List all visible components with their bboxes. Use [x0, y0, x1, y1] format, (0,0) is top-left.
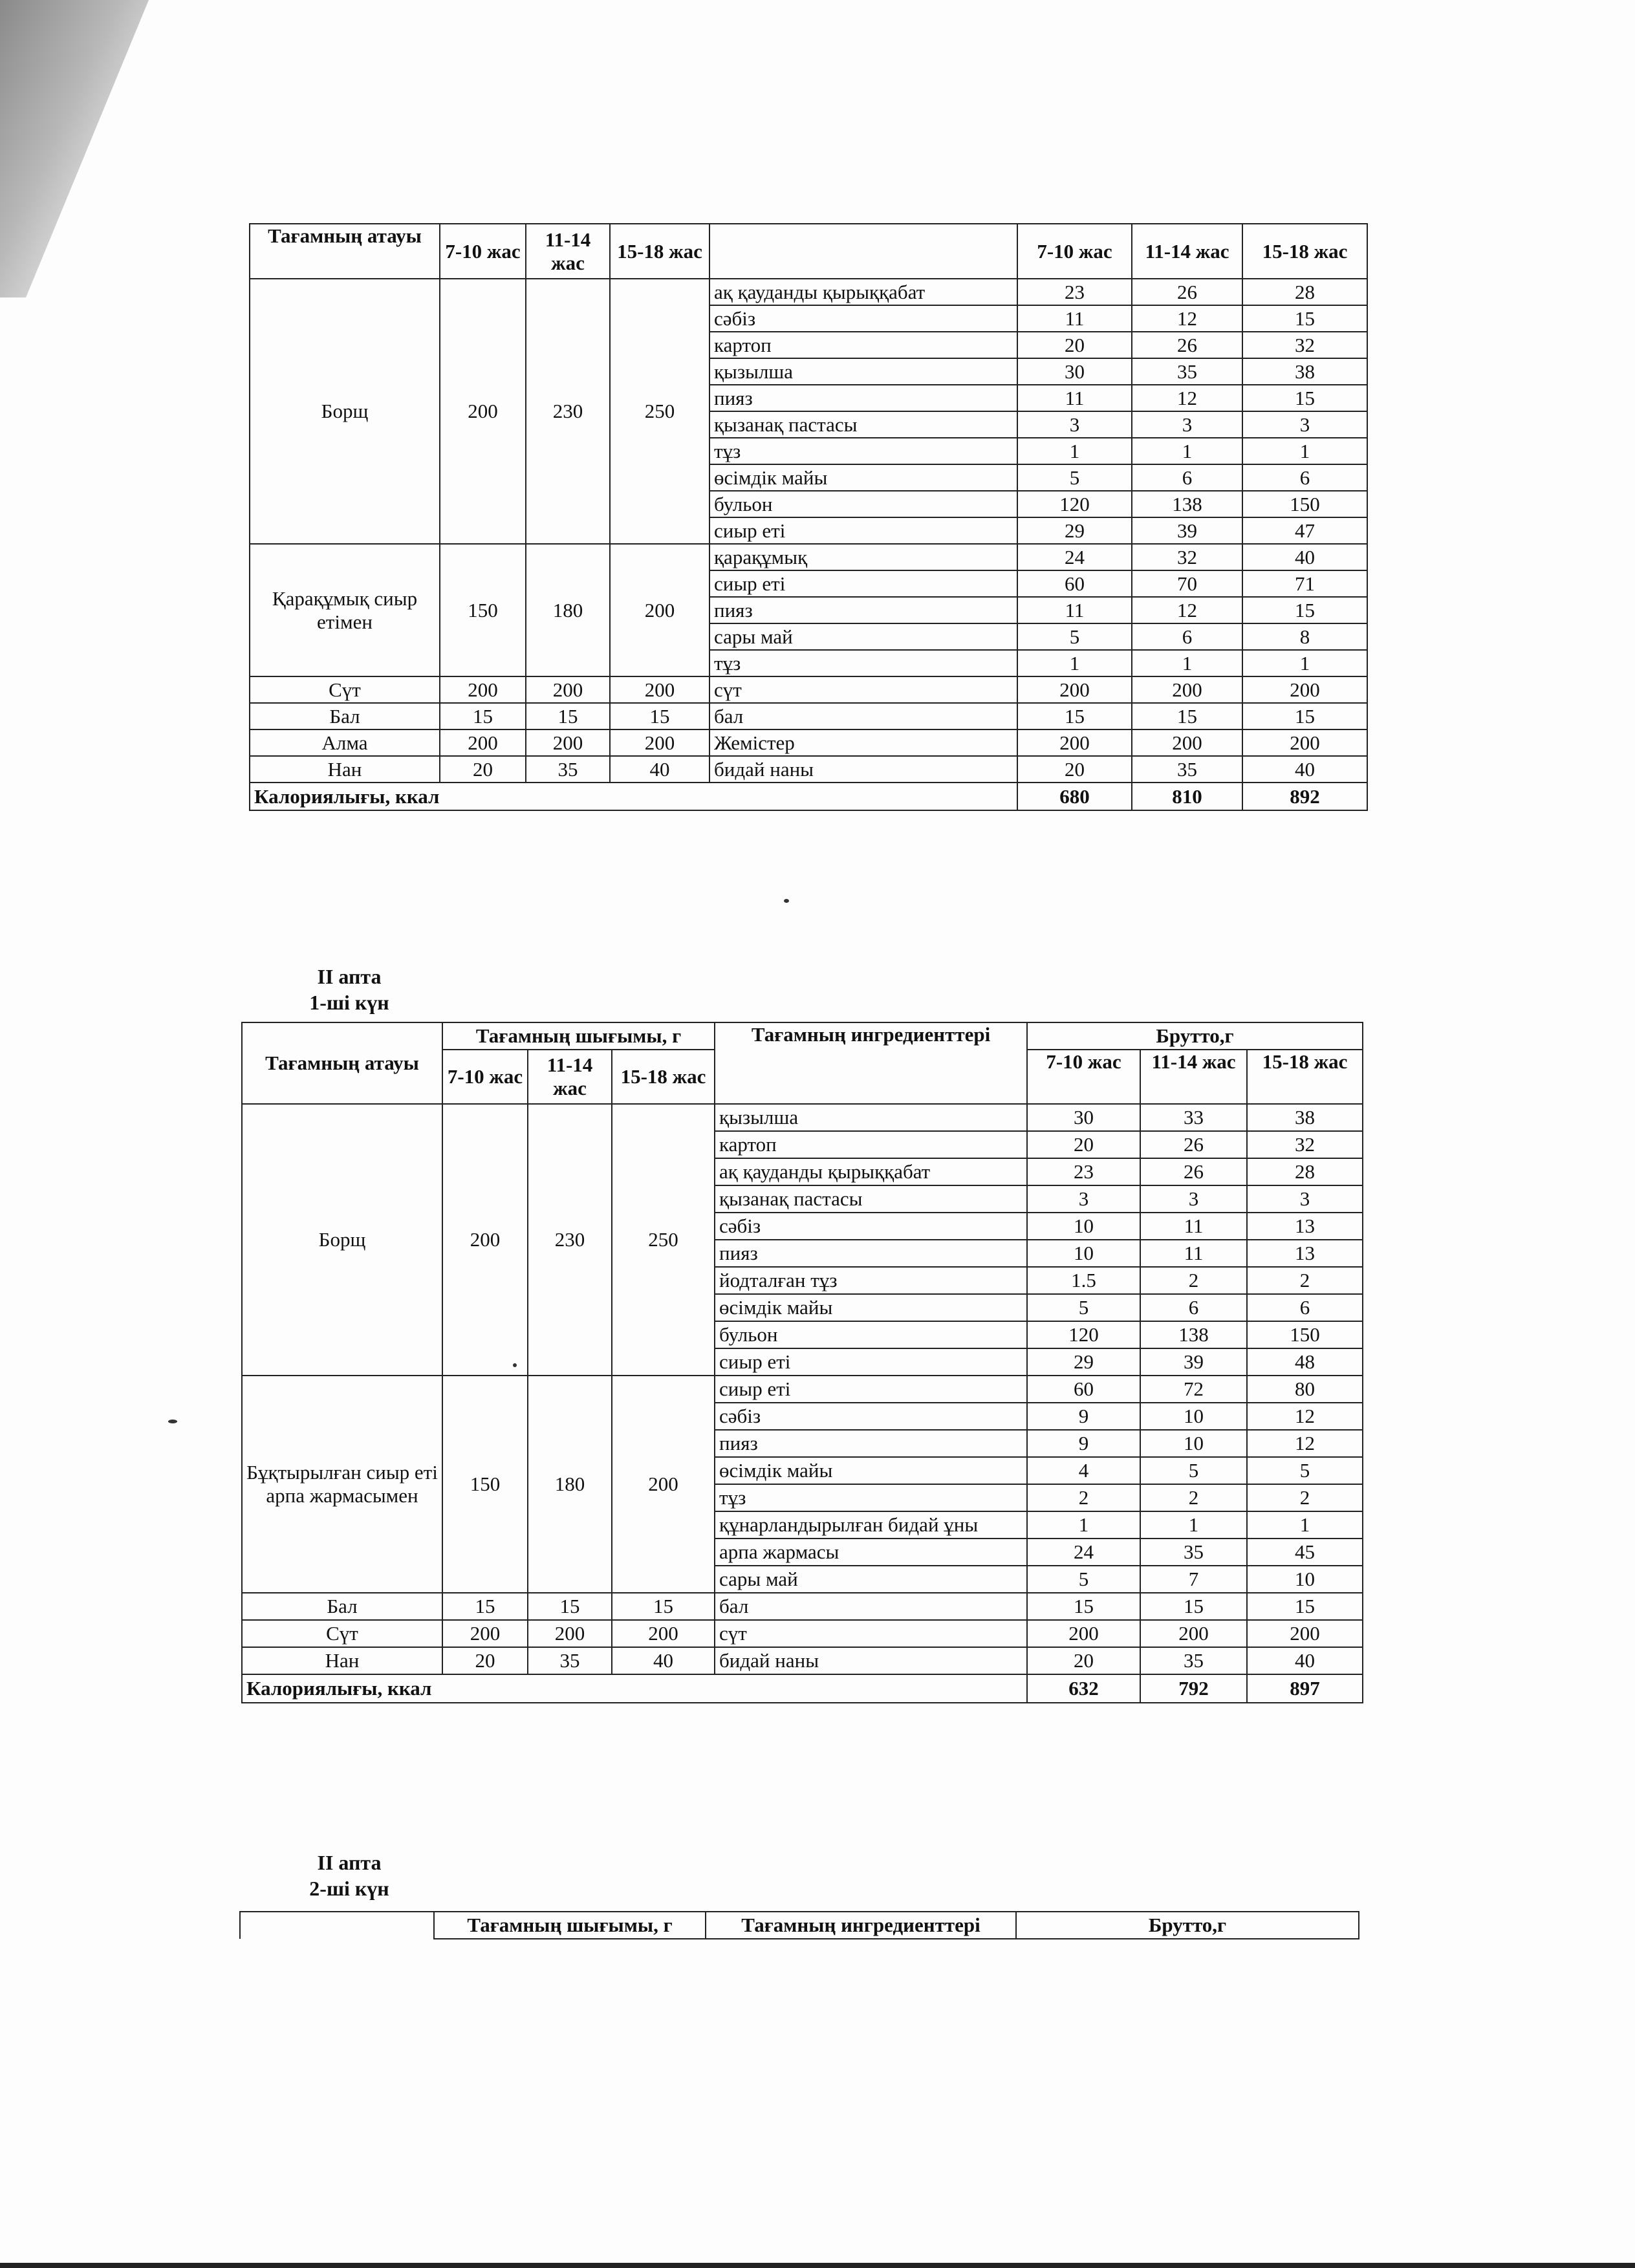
ingredient-name: қызанақ пастасы [715, 1185, 1027, 1213]
brutto-15-18: 200 [1247, 1620, 1363, 1647]
brutto-15-18: 15 [1242, 703, 1367, 729]
ingredient-name: бал [709, 703, 1017, 729]
brutto-15-18: 15 [1242, 597, 1367, 623]
age-15-18-brutto-header: 15-18 жас [1242, 224, 1367, 279]
brutto-11-14: 6 [1132, 623, 1242, 650]
menu-table-2 [241, 1022, 1363, 1703]
calorie-total-15-18: 897 [1247, 1674, 1363, 1703]
calorie-total-7-10: 680 [1017, 783, 1132, 810]
brutto-15-18: 32 [1242, 332, 1367, 358]
brutto-11-14: 15 [1140, 1593, 1247, 1620]
brutto-11-14: 138 [1140, 1321, 1247, 1348]
yield-11-14: 180 [526, 544, 610, 676]
brutto-11-14: 10 [1140, 1403, 1247, 1430]
yield-11-14: 180 [528, 1376, 612, 1593]
scan-speck [168, 1420, 177, 1423]
brutto-11-14: 11 [1140, 1240, 1247, 1267]
dish-name: Сүт [242, 1620, 442, 1647]
brutto-15-18: 40 [1242, 756, 1367, 783]
brutto-15-18: 6 [1242, 464, 1367, 491]
brutto-11-14: 35 [1140, 1647, 1247, 1674]
calorie-total-label: Калориялығы, ккал [242, 1674, 1027, 1703]
brutto-7-10: 120 [1017, 491, 1132, 517]
brutto-7-10: 20 [1027, 1131, 1140, 1158]
brutto-15-18: 150 [1242, 491, 1367, 517]
brutto-7-10: 30 [1027, 1104, 1140, 1131]
age-7-10-brutto-header: 7-10 жас [1017, 224, 1132, 279]
ingredient-header: Тағамның ингредиенттері [706, 1912, 1016, 1939]
yield-7-10: 150 [440, 544, 526, 676]
ingredient-name: ақ қауданды қырыққабат [715, 1158, 1027, 1185]
ingredient-name: пияз [709, 597, 1017, 623]
brutto-11-14: 12 [1132, 305, 1242, 332]
table-row [250, 676, 1367, 703]
brutto-11-14: 10 [1140, 1430, 1247, 1457]
brutto-11-14: 72 [1140, 1376, 1247, 1403]
yield-15-18: 200 [610, 544, 709, 676]
brutto-7-10: 23 [1027, 1158, 1140, 1185]
ingredient-name: сары май [709, 623, 1017, 650]
brutto-15-18: 38 [1247, 1104, 1363, 1131]
brutto-11-14: 26 [1140, 1131, 1247, 1158]
brutto-11-14: 35 [1132, 358, 1242, 385]
yield-11-14: 15 [526, 703, 610, 729]
brutto-15-18: 80 [1247, 1376, 1363, 1403]
yield-11-14: 200 [526, 729, 610, 756]
brutto-11-14: 35 [1140, 1539, 1247, 1566]
brutto-7-10: 20 [1017, 756, 1132, 783]
dish-name: Нан [242, 1647, 442, 1674]
brutto-15-18: 28 [1242, 279, 1367, 305]
brutto-15-18: 200 [1242, 729, 1367, 756]
age-7-10-brutto-header: 7-10 жас [1027, 1050, 1140, 1104]
ingredient-name: тұз [715, 1484, 1027, 1511]
ingredient-name: Жемістер [709, 729, 1017, 756]
week-day-caption [285, 964, 414, 1015]
dish-name-header: Тағамның атауы [242, 1022, 442, 1104]
brutto-11-14: 39 [1132, 517, 1242, 544]
brutto-11-14: 2 [1140, 1267, 1247, 1294]
brutto-11-14: 3 [1132, 411, 1242, 438]
brutto-11-14: 39 [1140, 1348, 1247, 1376]
brutto-11-14: 35 [1132, 756, 1242, 783]
brutto-7-10: 23 [1017, 279, 1132, 305]
ingredient-name: бульон [715, 1321, 1027, 1348]
brutto-7-10: 60 [1027, 1376, 1140, 1403]
brutto-7-10: 4 [1027, 1457, 1140, 1484]
brutto-15-18: 28 [1247, 1158, 1363, 1185]
brutto-11-14: 70 [1132, 570, 1242, 597]
brutto-11-14: 32 [1132, 544, 1242, 570]
menu-table-1 [249, 223, 1368, 811]
dish-name: Бал [250, 703, 440, 729]
ingredient-name: қызанақ пастасы [709, 411, 1017, 438]
brutto-11-14: 200 [1140, 1620, 1247, 1647]
calorie-total-label: Калориялығы, ккал [250, 783, 1017, 810]
brutto-7-10: 29 [1027, 1348, 1140, 1376]
brutto-7-10: 11 [1017, 597, 1132, 623]
brutto-15-18: 48 [1247, 1348, 1363, 1376]
week-label: II апта [317, 965, 382, 988]
brutto-11-14: 3 [1140, 1185, 1247, 1213]
week-label: II апта [317, 1851, 382, 1874]
table-row [250, 703, 1367, 729]
brutto-11-14: 26 [1132, 332, 1242, 358]
yield-11-14: 35 [526, 756, 610, 783]
brutto-7-10: 120 [1027, 1321, 1140, 1348]
table-row [250, 729, 1367, 756]
yield-15-18: 200 [610, 729, 709, 756]
yield-7-10: 200 [440, 279, 526, 544]
ingredient-name: тұз [709, 650, 1017, 676]
table-row [250, 544, 1367, 570]
brutto-11-14: 12 [1132, 385, 1242, 411]
ingredient-name: сәбіз [709, 305, 1017, 332]
yield-15-18: 200 [612, 1376, 715, 1593]
yield-11-14: 230 [528, 1104, 612, 1376]
brutto-7-10: 1 [1017, 650, 1132, 676]
brutto-7-10: 9 [1027, 1430, 1140, 1457]
brutto-7-10: 1.5 [1027, 1267, 1140, 1294]
brutto-11-14: 200 [1132, 729, 1242, 756]
yield-15-18: 200 [610, 676, 709, 703]
yield-7-10: 150 [442, 1376, 528, 1593]
ingredient-name: сиыр еті [709, 517, 1017, 544]
table-row [242, 1647, 1363, 1674]
ingredient-name: сары май [715, 1566, 1027, 1593]
yield-15-18: 40 [612, 1647, 715, 1674]
brutto-7-10: 30 [1017, 358, 1132, 385]
brutto-7-10: 3 [1017, 411, 1132, 438]
brutto-15-18: 12 [1247, 1403, 1363, 1430]
brutto-15-18: 71 [1242, 570, 1367, 597]
brutto-11-14: 2 [1140, 1484, 1247, 1511]
brutto-15-18: 6 [1247, 1294, 1363, 1321]
brutto-7-10: 200 [1027, 1620, 1140, 1647]
age-15-18-yield-header: 15-18 жас [612, 1050, 715, 1104]
yield-7-10: 200 [440, 676, 526, 703]
calorie-total-7-10: 632 [1027, 1674, 1140, 1703]
brutto-15-18: 1 [1242, 438, 1367, 464]
ingredient-name: қызылша [709, 358, 1017, 385]
ingredient-name: сиыр еті [715, 1376, 1027, 1403]
brutto-header: Брутто,г [1027, 1022, 1363, 1050]
brutto-15-18: 200 [1242, 676, 1367, 703]
dish-name: Қарақұмық сиыр етімен [250, 544, 440, 676]
table-row [242, 1593, 1363, 1620]
brutto-11-14: 6 [1140, 1294, 1247, 1321]
ingredient-name: сүт [715, 1620, 1027, 1647]
brutto-7-10: 24 [1027, 1539, 1140, 1566]
brutto-15-18: 47 [1242, 517, 1367, 544]
ingredient-name: өсімдік майы [715, 1294, 1027, 1321]
yield-11-14: 35 [528, 1647, 612, 1674]
brutto-15-18: 10 [1247, 1566, 1363, 1593]
brutto-11-14: 12 [1132, 597, 1242, 623]
table-row [242, 1104, 1363, 1131]
brutto-15-18: 45 [1247, 1539, 1363, 1566]
brutto-header: Брутто,г [1016, 1912, 1359, 1939]
dish-name-header: Тағамның атауы [250, 224, 440, 279]
table-row [242, 1620, 1363, 1647]
ingredient-name: сәбіз [715, 1403, 1027, 1430]
yield-11-14: 200 [526, 676, 610, 703]
ingredient-name: йодталған тұз [715, 1267, 1027, 1294]
dish-name: Алма [250, 729, 440, 756]
yield-11-14: 15 [528, 1593, 612, 1620]
table-row [250, 279, 1367, 305]
calorie-total-row [250, 783, 1367, 810]
brutto-15-18: 15 [1242, 305, 1367, 332]
week-day-caption-2 [285, 1850, 414, 1901]
brutto-7-10: 200 [1017, 729, 1132, 756]
brutto-11-14: 33 [1140, 1104, 1247, 1131]
brutto-11-14: 7 [1140, 1566, 1247, 1593]
ingredient-name: бидай наны [715, 1647, 1027, 1674]
yield-7-10: 200 [442, 1620, 528, 1647]
brutto-11-14: 15 [1132, 703, 1242, 729]
yield-7-10: 200 [442, 1104, 528, 1376]
brutto-11-14: 26 [1140, 1158, 1247, 1185]
brutto-15-18: 1 [1242, 650, 1367, 676]
yield-7-10: 20 [440, 756, 526, 783]
age-11-14-brutto-header: 11-14 жас [1132, 224, 1242, 279]
yield-11-14: 230 [526, 279, 610, 544]
brutto-15-18: 8 [1242, 623, 1367, 650]
ingredient-name: қызылша [715, 1104, 1027, 1131]
brutto-11-14: 138 [1132, 491, 1242, 517]
calorie-total-row [242, 1674, 1363, 1703]
brutto-7-10: 11 [1017, 305, 1132, 332]
scan-page-fold [0, 0, 162, 297]
age-11-14-brutto-header: 11-14 жас [1140, 1050, 1247, 1104]
brutto-15-18: 1 [1247, 1511, 1363, 1539]
calorie-total-11-14: 810 [1132, 783, 1242, 810]
ingredient-name: пияз [709, 385, 1017, 411]
brutto-11-14: 11 [1140, 1213, 1247, 1240]
ingredient-name: сүт [709, 676, 1017, 703]
age-15-18-brutto-header: 15-18 жас [1247, 1050, 1363, 1104]
dish-name: Бал [242, 1593, 442, 1620]
ingredient-name: тұз [709, 438, 1017, 464]
brutto-15-18: 5 [1247, 1457, 1363, 1484]
yield-7-10: 15 [440, 703, 526, 729]
ingredient-name: сиыр еті [715, 1348, 1027, 1376]
ingredient-name: бал [715, 1593, 1027, 1620]
age-7-10-yield-header: 7-10 жас [440, 224, 526, 279]
brutto-7-10: 10 [1027, 1240, 1140, 1267]
brutto-11-14: 1 [1132, 438, 1242, 464]
age-11-14-yield-header: 11-14 жас [528, 1050, 612, 1104]
brutto-15-18: 15 [1247, 1593, 1363, 1620]
ingredient-name: пияз [715, 1240, 1027, 1267]
ingredient-name: картоп [709, 332, 1017, 358]
brutto-7-10: 200 [1017, 676, 1132, 703]
brutto-11-14: 1 [1140, 1511, 1247, 1539]
brutto-11-14: 5 [1140, 1457, 1247, 1484]
brutto-7-10: 2 [1027, 1484, 1140, 1511]
yield-15-18: 200 [612, 1620, 715, 1647]
brutto-7-10: 5 [1017, 464, 1132, 491]
ingredient-name: сәбіз [715, 1213, 1027, 1240]
brutto-7-10: 1 [1017, 438, 1132, 464]
brutto-11-14: 200 [1132, 676, 1242, 703]
ingredient-name: ақ қауданды қырыққабат [709, 279, 1017, 305]
brutto-15-18: 40 [1247, 1647, 1363, 1674]
ingredient-name: бульон [709, 491, 1017, 517]
yield-15-18: 250 [610, 279, 709, 544]
brutto-7-10: 11 [1017, 385, 1132, 411]
brutto-15-18: 13 [1247, 1240, 1363, 1267]
ingredient-name: картоп [715, 1131, 1027, 1158]
yield-header: Тағамның шығымы, г [434, 1912, 706, 1939]
brutto-15-18: 40 [1242, 544, 1367, 570]
age-11-14-yield-header: 11-14 жас [526, 224, 610, 279]
table-row [242, 1376, 1363, 1403]
yield-7-10: 15 [442, 1593, 528, 1620]
brutto-7-10: 24 [1017, 544, 1132, 570]
brutto-15-18: 3 [1247, 1185, 1363, 1213]
scan-speck [784, 899, 789, 903]
ingredient-name: қарақұмық [709, 544, 1017, 570]
brutto-7-10: 10 [1027, 1213, 1140, 1240]
brutto-11-14: 1 [1132, 650, 1242, 676]
brutto-15-18: 13 [1247, 1213, 1363, 1240]
brutto-7-10: 20 [1017, 332, 1132, 358]
empty-cell [240, 1912, 434, 1939]
brutto-11-14: 26 [1132, 279, 1242, 305]
brutto-15-18: 3 [1242, 411, 1367, 438]
brutto-7-10: 3 [1027, 1185, 1140, 1213]
dish-name: Бұқтырылған сиыр еті арпа жармасымен [242, 1376, 442, 1593]
brutto-7-10: 9 [1027, 1403, 1140, 1430]
scan-speck [513, 1363, 517, 1367]
calorie-total-15-18: 892 [1242, 783, 1367, 810]
brutto-7-10: 20 [1027, 1647, 1140, 1674]
brutto-15-18: 12 [1247, 1430, 1363, 1457]
yield-11-14: 200 [528, 1620, 612, 1647]
brutto-7-10: 1 [1027, 1511, 1140, 1539]
dish-name: Борщ [242, 1104, 442, 1376]
yield-15-18: 250 [612, 1104, 715, 1376]
brutto-7-10: 5 [1017, 623, 1132, 650]
day-label: 1-ші күн [309, 991, 389, 1014]
brutto-7-10: 15 [1027, 1593, 1140, 1620]
yield-header: Тағамның шығымы, г [442, 1022, 715, 1050]
calorie-total-11-14: 792 [1140, 1674, 1247, 1703]
yield-15-18: 40 [610, 756, 709, 783]
ingredient-name: арпа жармасы [715, 1539, 1027, 1566]
brutto-7-10: 29 [1017, 517, 1132, 544]
yield-15-18: 15 [610, 703, 709, 729]
dish-name: Борщ [250, 279, 440, 544]
dish-name: Сүт [250, 676, 440, 703]
scan-bottom-edge [0, 2263, 1635, 2268]
ingredient-name: бидай наны [709, 756, 1017, 783]
ingredient-header: Тағамның ингредиенттері [715, 1022, 1027, 1104]
dish-name: Нан [250, 756, 440, 783]
ingredient-name: өсімдік майы [709, 464, 1017, 491]
brutto-15-18: 2 [1247, 1484, 1363, 1511]
ingredient-name: сиыр еті [709, 570, 1017, 597]
brutto-7-10: 5 [1027, 1566, 1140, 1593]
table-row [250, 756, 1367, 783]
brutto-7-10: 15 [1017, 703, 1132, 729]
brutto-7-10: 5 [1027, 1294, 1140, 1321]
brutto-15-18: 32 [1247, 1131, 1363, 1158]
brutto-15-18: 150 [1247, 1321, 1363, 1348]
yield-7-10: 200 [440, 729, 526, 756]
ingredient-name: құнарландырылған бидай ұны [715, 1511, 1027, 1539]
brutto-15-18: 38 [1242, 358, 1367, 385]
brutto-15-18: 2 [1247, 1267, 1363, 1294]
ingredient-name: пияз [715, 1430, 1027, 1457]
ingredient-name: өсімдік майы [715, 1457, 1027, 1484]
yield-7-10: 20 [442, 1647, 528, 1674]
yield-15-18: 15 [612, 1593, 715, 1620]
ingredient-header [709, 224, 1017, 279]
brutto-7-10: 60 [1017, 570, 1132, 597]
brutto-15-18: 15 [1242, 385, 1367, 411]
age-7-10-yield-header: 7-10 жас [442, 1050, 528, 1104]
day-label: 2-ші күн [309, 1877, 389, 1900]
brutto-11-14: 6 [1132, 464, 1242, 491]
age-15-18-yield-header: 15-18 жас [610, 224, 709, 279]
menu-table-3-header [239, 1911, 1359, 1939]
